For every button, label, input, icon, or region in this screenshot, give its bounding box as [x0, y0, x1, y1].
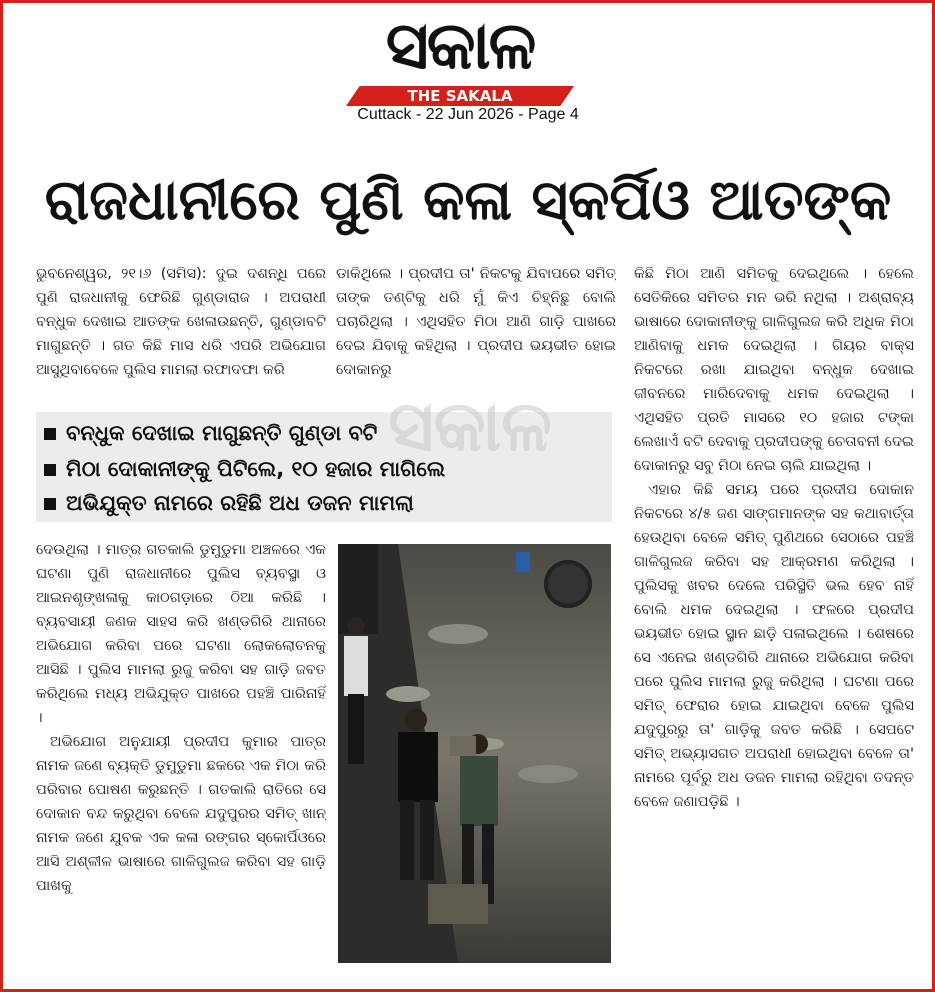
- highlight-text: ମିଠା ଦୋକାନୀଙ୍କୁ ପିଟିଲେ, ୧୦ ହଜାର ମାଗିଲେ: [66, 457, 446, 481]
- brand-english: THE SAKALA: [407, 87, 513, 105]
- article-column-1: [36, 262, 326, 412]
- paragraph: ଅଭିଯୋଗ ଅନୁଯାୟୀ ପ୍ରଦୀପ କୁମାର ପାତ୍ର ନାମକ ଜଣେ ବ୍ୟକ୍ତି ଡୁମୁଡୁମା ଛକରେ ଏକ ମିଠା କରି ପରିବାର ପୋଷଣ କରୁଛନ୍ତି । ଗତକାଲି ରାତିରେ ସେ ଦୋକାନ ବନ୍ଦ କରୁଥିବା ବେଳେ ଯଦୁପୁରର ସମିତ୍ ଖାନ୍ ନାମକ ଜଣେ ଯୁବକ ଏକ କଳା ରଙ୍ଗର ସ୍କୋର୍ପିଓରେ ଆସି ଅଶ୍ଳୀଳ ଭାଷାରେ ଗାଳିଗୁଲଜ କରିବା ସହ ଗାଡ଼ି ପାଖକୁ: [36, 734, 326, 894]
- paragraph: ଦେଉଥିଲା । ମାତ୍ର ଗତକାଲି ଡୁମୁଡୁମା ଅଞ୍ଚଳରେ ଏକ ଘଟଣା ପୁଣି ରାଜଧାନୀରେ ପୁଲିସ ବ୍ୟବସ୍ଥା ଓ ଆଇନଶୃଙ୍ଖଳାକୁ କାଠଗଡ଼ାରେ ଠିଆ କରିଛି । ବ୍ୟବସାୟୀ ଜଣକ ସାହସ କରି ଖଣ୍ଡଗିରି ଥାନାରେ ଅଭିଯୋଗ କରିବା ପରେ ଘଟଣା ଲୋକଲୋଚନକୁ ଆସିଛି । ପୁଲିସ ମାମଲା ରୁଜୁ କରିବା ସହ ଗାଡ଼ି ଜବତ କରିଥିଲେ ମଧ୍ୟ ଅଭିଯୁକ୍ତ ପାଖରେ ପହଞ୍ଚି ପାରିନାହିଁ ।: [36, 542, 326, 726]
- paragraph: ଏହାର କିଛି ସମୟ ପରେ ପ୍ରଦୀପ ଦୋକାନ ନିକଟରେ ୪/୫ ଜଣ ସାଙ୍ଗମାନଙ୍କ ସହ କଥାବାର୍ତ୍ତା ହେଉଥିବା ବେଳେ ସମିତ୍ ପୁଣିଥରେ ସେଠାରେ ପହଞ୍ଚି ଗାଳିଗୁଲଜ କରିବା ସହ ଆକ୍ରମଣ କରିଥିଲା । ପୁଲିସକୁ ଖବର ଦେଲେ ପରିସ୍ଥିତି ଭଲ ହେବ ନାହିଁ ବୋଲି ଧମକ ଦେଇଥିଲା । ଫଳରେ ପ୍ରଦୀପ ଭୟଭୀତ ହୋଇ ସ୍ଥାନ ଛାଡ଼ି ପଳାଇଥିଲେ । ଶେଷରେ ସେ ଏନେଇ ଖଣ୍ଡଗିରି ଥାନାରେ ଅଭିଯୋଗ କରିବା ପରେ ପୁଲିସ ମାମଲା ରୁଜୁ କରିଥିଲା । ଘଟଣା ପରେ ସମିତ୍ ଫେରାର ହୋଇ ଯାଇଥିବା ବେଳେ ପୁଲିସ ଯଦୁପୁରରୁ ତା' ଗାଡ଼ିକୁ ଜବତ କରିଛି । ସେପଟେ ସମିତ୍ ଅଭ୍ୟାସଗତ ଅପରାଧୀ ହୋଇଥିବା ବେଳେ ତା' ନାମରେ ପୂର୍ବରୁ ଅଧ ଡଜନ ମାମଲା ରହିଥିବା ତଦନ୍ତ ବେଳେ ଜଣାପଡ଼ିଛି ।: [634, 482, 914, 810]
- brand-logo: ସକାଳ: [385, 7, 535, 84]
- highlight-item: [44, 486, 604, 520]
- article-column-2: [336, 262, 616, 412]
- paragraph: ଡାକିଥିଲେ । ପ୍ରଦୀପ ତା' ନିକଟକୁ ଯିବାପରେ ସମିତ୍ ତାଙ୍କ ତଣ୍ଟିକୁ ଧରି ମୁଁ କିଏ ଚିହ୍ନିଛୁ ବୋଲି ପଚାରିଥିଲା । ଏଥିସହିତ ମିଠା ଆଣି ଗାଡ଼ି ପାଖରେ ଦେଇ ଯିବାକୁ କହିଥିଲା । ପ୍ରଦୀପ ଭୟଭୀତ ହୋଇ ଦୋକାନରୁ: [336, 266, 616, 378]
- highlight-item: [44, 452, 604, 486]
- cctv-scene-image: [338, 544, 611, 963]
- news-photo: [338, 544, 611, 963]
- watermark-logo: ସକାଳ: [388, 385, 552, 467]
- dateline: Cuttack - 22 Jun 2026 - Page 4: [357, 106, 579, 123]
- masthead: [300, 4, 620, 104]
- article-column-3: [634, 262, 914, 980]
- highlight-item: [44, 416, 604, 450]
- square-bullet-icon: [44, 498, 56, 510]
- paragraph: ଭୁବନେଶ୍ୱର, ୨୧।୬ (ସମିସ): ଦୁଇ ଦଶନ୍ଧି ପରେ ପୁଣି ରାଜଧାନୀକୁ ଫେରିଛି ଗୁଣ୍ଡାରାଜ । ଅପରାଧୀ ବନ୍ଧୁକ ଦେଖାଇ ଆତଙ୍କ ଖେଳାଉଛନ୍ତି, ଗୁଣ୍ଡାବଟି ମାଗୁଛନ୍ତି । ଗତ କିଛି ମାସ ଧରି ଏପରି ଅଭିଯୋଗ ଆସୁଥିବାବେଳେ ପୁଲିସ ମାମଲା ରଫାଦଫା କରି: [36, 266, 326, 378]
- article-column-4: [36, 538, 326, 978]
- highlight-box: [36, 412, 612, 522]
- headline: ରାଜଧାନୀରେ ପୁଣି କଳା ସ୍କର୍ପିଓ ଆତଙ୍କ: [44, 168, 892, 233]
- paragraph: କିଛି ମିଠା ଆଣି ସମିତକୁ ଦେଇଥିଲେ । ହେଲେ ସେତିକିରେ ସମିତର ମନ ଭରି ନଥିଲା । ଅଶ୍ରାବ୍ୟ ଭାଷାରେ ଦୋକାନୀଙ୍କୁ ଗାଳିଗୁଲଜ କରି ଅଧିକ ମିଠା ଆଣିବାକୁ ଧମକ ଦେଇଥିଲା । ଗିୟର ବାକ୍ସ ନିକଟରେ ରଖା ଯାଇଥିବା ବନ୍ଧୁକ ଦେଖାଇ ଜୀବନରେ ମାରିଦେବାକୁ ଧମକ ଦେଇଥିଲା । ଏଥିସହିତ ପ୍ରତି ମାସରେ ୧୦ ହଜାର ଟଙ୍କା ଲେଖାଏଁ ବଟି ଦେବାକୁ ପ୍ରଦୀପଙ୍କୁ ଚେତାବନୀ ଦେଇ ଦୋକାନରୁ ସବୁ ମିଠା ନେଇ ଚାଲି ଯାଇଥିଲା ।: [634, 266, 914, 474]
- highlight-text: ଅଭିଯୁକ୍ତ ନାମରେ ରହିଛି ଅଧ ଡଜନ ମାମଲା: [66, 491, 414, 515]
- square-bullet-icon: [44, 464, 56, 476]
- highlight-text: ବନ୍ଧୁକ ଦେଖାଇ ମାଗୁଛନ୍ତି ଗୁଣ୍ଡା ବଟି: [66, 421, 378, 445]
- square-bullet-icon: [44, 428, 56, 440]
